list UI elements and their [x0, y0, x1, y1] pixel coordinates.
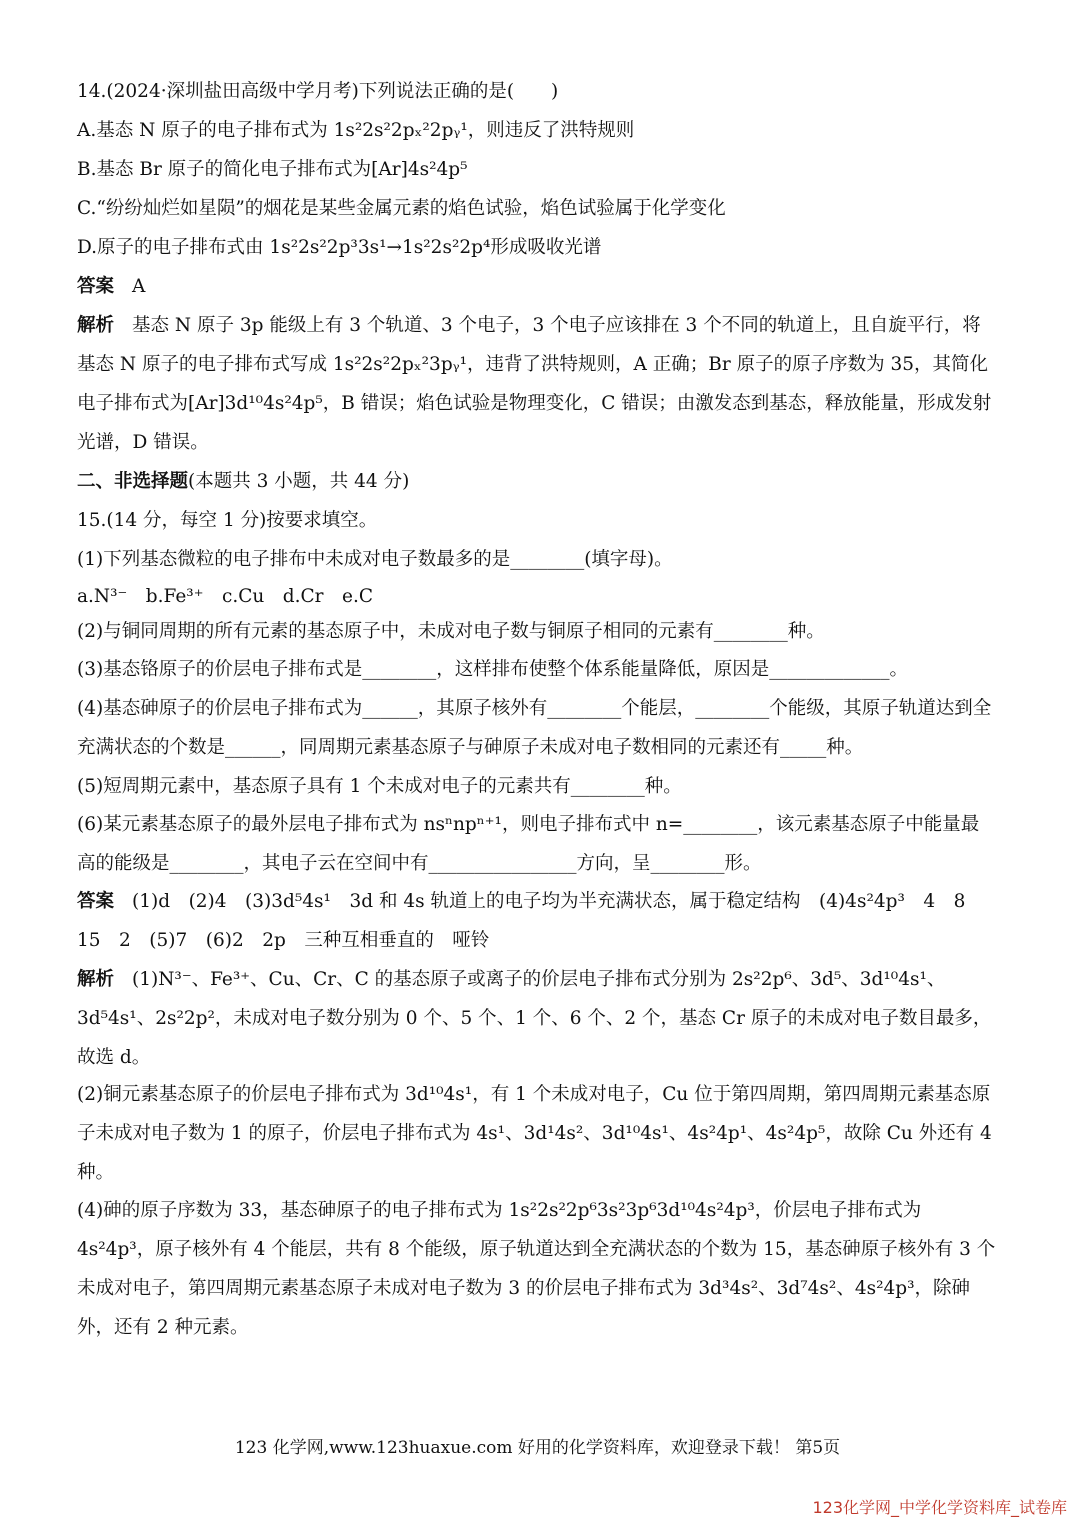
page-footer: 123 化学网,www.123huaxue.com 好用的化学资料库，欢迎登录下载！ 第5页: [234, 1438, 841, 1458]
q15-analysis-2: (2)铜元素基态原子的价层电子排布式为 3d¹⁰4s¹，有 1 个未成对电子，Cu 位于第四周期，第四周期元素基态原子未成对电子数为 1 的原子，价层电子排布式为 4s¹、3d¹4s²、3d¹⁰4s¹、4s²4p¹、4s²4p⁵，故除 Cu 外还有 4 种。: [77, 1084, 992, 1183]
q15-part-2: (2)与铜同周期的所有元素的基态原子中，未成对电子数与铜原子相同的元素有________种。: [77, 621, 825, 642]
q15-part-1-options: a.N³⁻ b.Fe³⁺ c.Cu d.Cr e.C: [77, 586, 373, 607]
answer-value: A: [132, 276, 146, 297]
q15-part-4: (4)基态砷原子的价层电子排布式为______，其原子核外有________个能层，________个能级，其原子轨道达到全充满状态的个数是______，同周期元素基态原子与砷原子未成对电子数相同的元素还有_____种。: [77, 698, 992, 758]
q14-option-b: B.基态 Br 原子的简化电子排布式为[Ar]4s²4p⁵: [77, 159, 468, 180]
q14-answer: [77, 275, 145, 299]
q14-analysis: [77, 306, 997, 462]
q15-analysis-4: (4)砷的原子序数为 33，基态砷原子的电子排布式为 1s²2s²2p⁶3s²3p⁶3d¹⁰4s²4p³，价层电子排布式为 4s²4p³，原子核外有 4 个能层，共有 8 个能级，原子轨道达到全充满状态的个数为 15，基态砷原子核外有 3 个未成对电子，第四周期元素基态原子未成对电子数为 3 的价层电子排布式为 3d³4s²、3d⁷4s²、4s²4p³，除砷外，还有 2 种元素。: [77, 1200, 996, 1338]
q15-analysis-1: [77, 960, 997, 1077]
q14-stem: 14.(2024·深圳盐田高级中学月考)下列说法正确的是( ): [77, 81, 559, 102]
analysis-label: 解析: [77, 315, 115, 336]
answer-label: 答案: [77, 891, 115, 912]
analysis-text: (1)N³⁻、Fe³⁺、Cu、Cr、C 的基态原子或离子的价层电子排布式分别为 2s²2p⁶、3d⁵、3d¹⁰4s¹、3d⁵4s¹、2s²2p²，未成对电子数分别为 0 个、5 个、1 个、6 个、2 个，基态 Cr 原子的未成对电子数目最多，故选 d。: [77, 969, 992, 1068]
section-heading: [77, 470, 409, 494]
q15-part-5: (5)短周期元素中，基态原子具有 1 个未成对电子的元素共有________种。: [77, 776, 682, 797]
section-note: (本题共 3 小题，共 44 分): [188, 471, 410, 492]
q14-option-d: D.原子的电子排布式由 1s²2s²2p³3s¹→1s²2s²2p⁴形成吸收光谱: [77, 237, 602, 258]
answer-label: 答案: [77, 276, 115, 297]
analysis-text: 基态 N 原子 3p 能级上有 3 个轨道、3 个电子，3 个电子应该排在 3 个不同的轨道上，且自旋平行，将基态 N 原子的电子排布式写成 1s²2s²2pₓ²3pᵧ¹，违背了洪特规则，A 正确；Br 原子的原子序数为 35，其简化电子排布式为[Ar]3d¹⁰4s²4p⁵，B 错误；焰色试验是物理变化，C 错误；由激发态到基态，释放能量，形成发射光谱，D 错误。: [77, 315, 992, 453]
q15-part-3: (3)基态铬原子的价层电子排布式是________，这样排布使整个体系能量降低，原因是_____________。: [77, 659, 908, 680]
q15-stem: 15.(14 分，每空 1 分)按要求填空。: [77, 510, 378, 531]
answer-value: (1)d (2)4 (3)3d⁵4s¹ 3d 和 4s 轨道上的电子均为半充满状态，属于稳定结构 (4)4s²4p³ 4 8 15 2 (5)7 (6)2 2p 三种互相垂直的 哑铃: [77, 891, 984, 951]
analysis-label: 解析: [77, 969, 115, 990]
q15-part-1: (1)下列基态微粒的电子排布中未成对电子数最多的是________(填字母)。: [77, 549, 673, 570]
q15-part-6: (6)某元素基态原子的最外层电子排布式为 nsⁿnpⁿ⁺¹，则电子排布式中 n=________，该元素基态原子中能量最高的能级是________，其电子云在空间中有________________方向，呈________形。: [77, 814, 980, 874]
watermark: 123化学网_中学化学资料库_试卷库: [812, 1498, 1067, 1517]
q14-option-a: A.基态 N 原子的电子排布式为 1s²2s²2pₓ²2pᵧ¹，则违反了洪特规则: [77, 120, 635, 141]
q15-answer: [77, 882, 997, 960]
q14-option-c: C.“纷纷灿烂如星陨”的烟花是某些金属元素的焰色试验，焰色试验属于化学变化: [77, 198, 726, 219]
section-title: 二、非选择题: [77, 471, 189, 492]
